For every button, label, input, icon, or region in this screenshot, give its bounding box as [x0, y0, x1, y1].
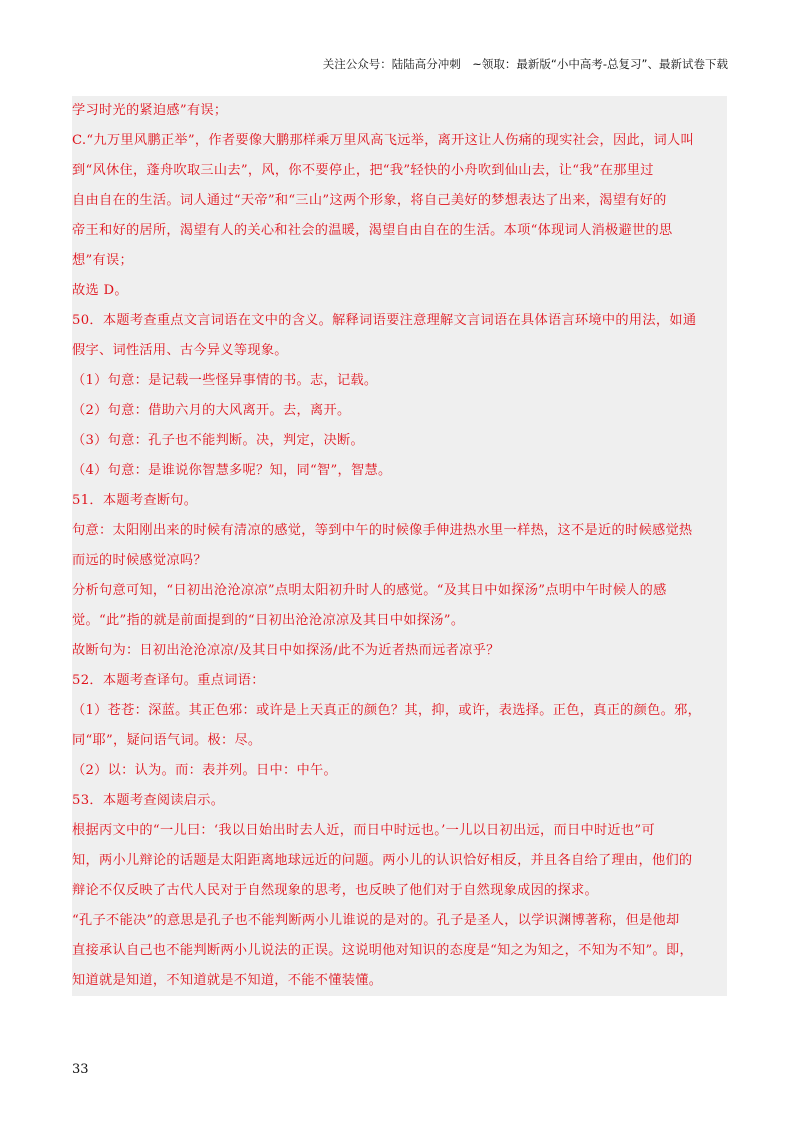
text-line: 而远的时候感觉凉吗？: [72, 553, 207, 568]
text-line: 觉。“此”指的就是前面提到的“日初出沧沧凉凉及其日中如探汤”。: [72, 613, 465, 628]
page-number: 33: [72, 1062, 89, 1077]
text-line: 直接承认自己也不能判断两小儿说法的正误。这说明他对知识的态度是“知之为知之，不知为不知”。即，: [72, 943, 694, 958]
text-line: 51．本题考查断句。: [72, 493, 198, 508]
text-line: 自由自在的生活。词人通过“天帝”和“三山”这两个形象，将自己美好的梦想表达了出来，渴望有好的: [72, 193, 667, 208]
text-line: 根据丙文中的“一儿曰：‘我以日始出时去人近，而日中时远也。’一儿以日初出远，而日中时近也”可: [72, 823, 655, 838]
text-line: （3）句意：孔子也不能判断。决，判定，决断。: [72, 433, 364, 448]
text-line: 辩论不仅反映了古代人民对于自然现象的思考，也反映了他们对于自然现象成因的探求。: [72, 883, 599, 898]
text-line: 句意：太阳刚出来的时候有清凉的感觉，等到中午的时候像手伸进热水里一样热，这不是近的时候感觉热: [72, 523, 693, 538]
text-line: 53．本题考查阅读启示。: [72, 793, 225, 808]
text-line: C.“九万里风鹏正举”，作者要像大鹏那样乘万里风高飞远举，离开这让人伤痛的现实社会，因此，词人叫: [72, 133, 694, 148]
text-line: 到“风休住，蓬舟吹取三山去”，风，你不要停止，把“我”轻快的小舟吹到仙山去，让“我”在那里过: [72, 163, 654, 178]
answer-explanation-block: [72, 96, 727, 996]
text-line: 帝王和好的居所，渴望有人的关心和社会的温暖，渴望自由自在的生活。本项“体现词人消极避世的思: [72, 223, 673, 238]
text-line: 52．本题考查译句。重点词语：: [72, 673, 265, 688]
text-line: 想”有误；: [72, 253, 133, 268]
text-line: 假字、词性活用、古今异义等现象。: [72, 343, 288, 358]
text-line: 学习时光的紧迫感”有误；: [72, 103, 228, 118]
page-header: 关注公众号：陆陆高分冲刺 ~领取：最新版“小中高考-总复习”、最新试卷下载: [322, 57, 728, 71]
text-line: 知道就是知道，不知道就是不知道，不能不懂装懂。: [72, 973, 383, 988]
text-line: （1）句意：是记载一些怪异事情的书。志，记载。: [72, 373, 378, 388]
text-line: 知，两小儿辩论的话题是太阳距离地球远近的问题。两小儿的认识恰好相反，并且各自给了理由，他们的: [72, 853, 693, 868]
text-line: （2）以：认为。而：表并列。日中：中午。: [72, 763, 337, 778]
text-line: “孔子不能决”的意思是孔子也不能判断两小儿谁说的是对的。孔子是圣人，以学识渊博著称，但是他却: [72, 913, 680, 928]
text-line: （2）句意：借助六月的大风离开。去，离开。: [72, 403, 351, 418]
text-line: 故选 D。: [72, 283, 128, 298]
text-line: 故断句为：日初出沧沧凉凉/及其日中如探汤/此不为近者热而远者凉乎？: [72, 643, 500, 658]
text-line: 50．本题考查重点文言词语在文中的含义。解释词语要注意理解文言词语在具体语言环境中的用法，如通: [72, 313, 697, 328]
text-line: 分析句意可知，“日初出沧沧凉凉”点明太阳初升时人的感觉。“及其日中如探汤”点明中午时候人的感: [72, 583, 667, 598]
text-line: （1）苍苍：深蓝。其正色邪：或许是上天真正的颜色？其，抑，或许，表选择。正色，真正的颜色。邪，: [72, 703, 702, 718]
text-line: （4）句意：是谁说你智慧多呢？知，同“智”，智慧。: [72, 463, 392, 478]
text-line: 同“耶”，疑问语气词。极：尽。: [72, 733, 262, 748]
